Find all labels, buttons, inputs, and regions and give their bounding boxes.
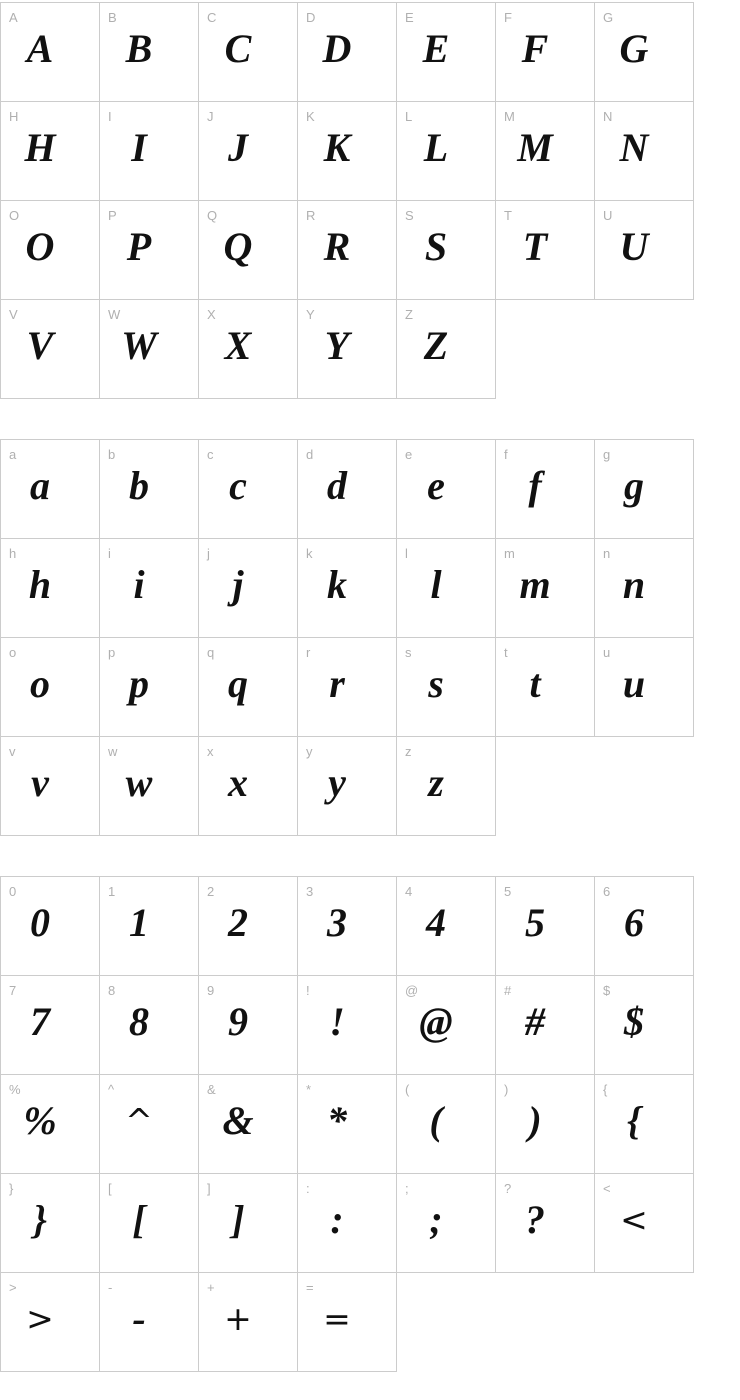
char-code-label: ) [504, 1082, 509, 1097]
char-code-label: n [603, 546, 611, 561]
char-cell [594, 439, 694, 539]
char-glyph: o [30, 661, 50, 706]
char-glyph: u [622, 661, 646, 706]
char-code-label: ] [207, 1181, 211, 1196]
charmap-row [0, 1074, 740, 1174]
char-glyph: Y [324, 323, 350, 368]
char-cell [99, 1272, 199, 1372]
char-code-label: % [9, 1082, 21, 1097]
char-cell [99, 200, 199, 300]
char-code-label: l [405, 546, 408, 561]
char-code-label: Y [306, 307, 315, 322]
char-code-label: { [603, 1082, 608, 1097]
char-glyph: y [328, 760, 346, 805]
char-glyph: O [25, 224, 55, 269]
charmap-row [0, 1173, 740, 1273]
char-cell [99, 1074, 199, 1174]
char-glyph: a [30, 463, 50, 508]
char-code-label: J [207, 109, 214, 124]
char-glyph: B [125, 26, 153, 71]
char-cell [594, 101, 694, 201]
char-glyph: ( [429, 1098, 443, 1143]
char-glyph: H [24, 125, 56, 170]
char-cell [198, 200, 298, 300]
char-cell [495, 1074, 595, 1174]
charmap-row [0, 1272, 740, 1372]
char-glyph: 7 [30, 999, 50, 1044]
char-cell [495, 200, 595, 300]
char-cell [0, 876, 100, 976]
char-code-label: m [504, 546, 515, 561]
charmap-row [0, 299, 740, 399]
char-code-label: 1 [108, 884, 116, 899]
char-cell [297, 975, 397, 1075]
char-glyph: A [26, 26, 54, 71]
char-code-label: y [306, 744, 313, 759]
char-glyph: ) [528, 1098, 542, 1143]
char-cell [396, 1074, 496, 1174]
char-code-label: < [603, 1181, 611, 1196]
char-cell [0, 2, 100, 102]
char-code-label: t [504, 645, 508, 660]
char-glyph: U [619, 224, 649, 269]
char-glyph: 0 [30, 900, 50, 945]
char-code-label: 2 [207, 884, 215, 899]
char-cell [0, 439, 100, 539]
char-cell [495, 101, 595, 201]
char-cell [594, 2, 694, 102]
char-cell [0, 200, 100, 300]
char-cell [396, 2, 496, 102]
char-glyph: * [327, 1098, 347, 1143]
char-code-label: a [9, 447, 17, 462]
char-code-label: : [306, 1181, 310, 1196]
char-glyph: t [529, 661, 541, 706]
char-glyph: $ [624, 999, 644, 1044]
char-code-label: ; [405, 1181, 409, 1196]
charmap-row [0, 538, 740, 638]
char-code-label: H [9, 109, 19, 124]
char-code-label: g [603, 447, 611, 462]
char-glyph: n [622, 562, 646, 607]
char-code-label: q [207, 645, 215, 660]
char-cell [99, 876, 199, 976]
char-code-label: R [306, 208, 316, 223]
char-code-label: O [9, 208, 20, 223]
char-glyph: & [222, 1098, 254, 1143]
char-glyph: d [327, 463, 347, 508]
char-glyph: c [229, 463, 247, 508]
char-cell [297, 299, 397, 399]
char-code-label: $ [603, 983, 611, 998]
char-glyph: = [323, 1299, 351, 1338]
char-cell [396, 200, 496, 300]
char-code-label: h [9, 546, 17, 561]
char-code-label: p [108, 645, 116, 660]
char-cell [99, 637, 199, 737]
char-cell [396, 876, 496, 976]
char-glyph: Q [223, 224, 253, 269]
char-cell [99, 538, 199, 638]
char-code-label: X [207, 307, 216, 322]
char-code-label: C [207, 10, 217, 25]
char-glyph: p [129, 661, 149, 706]
char-code-label: c [207, 447, 214, 462]
char-code-label: z [405, 744, 412, 759]
char-cell [396, 975, 496, 1075]
char-glyph: { [627, 1098, 641, 1143]
char-glyph: 5 [525, 900, 545, 945]
char-code-label: I [108, 109, 112, 124]
char-code-label: f [504, 447, 508, 462]
char-cell [198, 975, 298, 1075]
charmap-row [0, 736, 740, 836]
char-cell [297, 538, 397, 638]
char-cell [396, 299, 496, 399]
char-code-label: # [504, 983, 512, 998]
char-code-label: 0 [9, 884, 17, 899]
char-glyph: } [33, 1197, 47, 1242]
char-glyph: ^ [125, 1101, 153, 1140]
char-cell [99, 439, 199, 539]
char-glyph: @ [419, 999, 453, 1044]
char-glyph: 1 [129, 900, 149, 945]
char-glyph: V [26, 323, 54, 368]
char-glyph: k [327, 562, 347, 607]
char-cell [0, 736, 100, 836]
char-cell [198, 876, 298, 976]
charmap-row [0, 200, 740, 300]
char-glyph: l [430, 562, 442, 607]
char-glyph: v [31, 760, 49, 805]
char-cell [396, 1173, 496, 1273]
char-cell [495, 2, 595, 102]
char-cell [198, 439, 298, 539]
char-cell [297, 637, 397, 737]
char-code-label: * [306, 1082, 312, 1097]
char-glyph: f [528, 463, 542, 508]
char-cell [594, 876, 694, 976]
char-glyph: P [126, 224, 152, 269]
char-code-label: [ [108, 1181, 112, 1196]
char-cell [198, 299, 298, 399]
char-glyph: J [228, 125, 248, 170]
char-cell [594, 200, 694, 300]
char-cell [198, 736, 298, 836]
char-cell [0, 637, 100, 737]
char-code-label: o [9, 645, 17, 660]
char-glyph: W [121, 323, 157, 368]
char-cell [297, 2, 397, 102]
char-cell [297, 1173, 397, 1273]
char-glyph: > [26, 1299, 54, 1338]
char-cell [0, 538, 100, 638]
char-glyph: % [23, 1098, 57, 1143]
char-code-label: K [306, 109, 315, 124]
char-glyph: D [322, 26, 352, 71]
char-glyph: X [224, 323, 252, 368]
char-cell [495, 637, 595, 737]
char-cell [297, 101, 397, 201]
char-glyph: M [517, 125, 553, 170]
char-code-label: T [504, 208, 512, 223]
char-code-label: ^ [108, 1082, 115, 1097]
char-glyph: G [619, 26, 649, 71]
char-glyph: - [132, 1296, 146, 1341]
char-glyph: E [422, 26, 450, 71]
char-cell [495, 538, 595, 638]
char-cell [396, 736, 496, 836]
char-glyph: < [620, 1200, 648, 1239]
char-glyph: w [125, 760, 153, 805]
char-glyph: h [28, 562, 52, 607]
char-cell [99, 1173, 199, 1273]
char-code-label: E [405, 10, 414, 25]
char-glyph: e [427, 463, 445, 508]
char-cell [198, 101, 298, 201]
char-code-label: 7 [9, 983, 17, 998]
char-cell [594, 1173, 694, 1273]
char-cell [0, 1074, 100, 1174]
char-cell [594, 1074, 694, 1174]
char-cell [396, 439, 496, 539]
char-glyph: ] [231, 1197, 245, 1242]
char-cell [198, 1074, 298, 1174]
char-glyph: g [624, 463, 644, 508]
char-cell [198, 538, 298, 638]
char-code-label: r [306, 645, 311, 660]
charmap-row [0, 101, 740, 201]
char-glyph: ; [429, 1197, 443, 1242]
char-cell [495, 876, 595, 976]
char-glyph: s [428, 661, 444, 706]
char-glyph: F [521, 26, 549, 71]
char-code-label: W [108, 307, 121, 322]
char-code-label: & [207, 1082, 216, 1097]
char-cell [594, 975, 694, 1075]
char-code-label: e [405, 447, 413, 462]
char-code-label: 4 [405, 884, 413, 899]
char-cell [594, 538, 694, 638]
char-cell [198, 1272, 298, 1372]
charmap-row [0, 975, 740, 1075]
char-code-label: i [108, 546, 111, 561]
char-glyph: R [323, 224, 351, 269]
char-cell [297, 876, 397, 976]
char-code-label: d [306, 447, 314, 462]
char-code-label: F [504, 10, 512, 25]
char-cell [0, 101, 100, 201]
char-glyph: + [224, 1299, 252, 1338]
char-code-label: } [9, 1181, 14, 1196]
char-code-label: u [603, 645, 611, 660]
char-glyph: q [228, 661, 248, 706]
char-code-label: A [9, 10, 18, 25]
char-code-label: v [9, 744, 16, 759]
charmap-block-lowercase-letters [0, 439, 740, 836]
char-cell [396, 637, 496, 737]
char-code-label: + [207, 1280, 215, 1295]
char-glyph: z [428, 760, 444, 805]
char-code-label: G [603, 10, 614, 25]
charmap-row [0, 637, 740, 737]
char-code-label: 5 [504, 884, 512, 899]
charmap-block-uppercase-letters [0, 2, 740, 399]
char-code-label: > [9, 1280, 17, 1295]
char-code-label: j [207, 546, 210, 561]
char-code-label: b [108, 447, 116, 462]
char-glyph: 9 [228, 999, 248, 1044]
char-cell [297, 1272, 397, 1372]
char-cell [594, 637, 694, 737]
char-cell [297, 200, 397, 300]
char-glyph: i [133, 562, 145, 607]
char-code-label: @ [405, 983, 419, 998]
char-cell [0, 1173, 100, 1273]
char-cell [99, 101, 199, 201]
char-code-label: Z [405, 307, 413, 322]
char-glyph: 4 [426, 900, 446, 945]
char-glyph: C [224, 26, 252, 71]
char-code-label: P [108, 208, 117, 223]
char-code-label: ( [405, 1082, 410, 1097]
char-glyph: [ [132, 1197, 146, 1242]
char-code-label: k [306, 546, 313, 561]
char-glyph: K [323, 125, 351, 170]
char-glyph: ? [525, 1197, 545, 1242]
char-cell [198, 1173, 298, 1273]
char-glyph: Z [423, 323, 449, 368]
char-code-label: 8 [108, 983, 116, 998]
char-code-label: - [108, 1280, 113, 1295]
char-cell [495, 1173, 595, 1273]
char-code-label: ! [306, 983, 310, 998]
char-glyph: x [228, 760, 248, 805]
char-cell [297, 439, 397, 539]
char-glyph: 8 [129, 999, 149, 1044]
char-code-label: D [306, 10, 316, 25]
char-code-label: = [306, 1280, 314, 1295]
char-glyph: r [329, 661, 345, 706]
char-cell [495, 439, 595, 539]
char-code-label: 9 [207, 983, 215, 998]
char-glyph: ! [329, 999, 345, 1044]
char-cell [297, 736, 397, 836]
char-glyph: j [232, 562, 244, 607]
char-glyph: 6 [624, 900, 644, 945]
char-cell [0, 1272, 100, 1372]
char-code-label: w [108, 744, 118, 759]
char-glyph: L [423, 125, 449, 170]
char-cell [198, 2, 298, 102]
char-code-label: V [9, 307, 18, 322]
char-glyph: m [519, 562, 551, 607]
char-glyph: T [522, 224, 548, 269]
char-code-label: Q [207, 208, 218, 223]
char-code-label: L [405, 109, 413, 124]
char-code-label: s [405, 645, 412, 660]
char-cell [99, 299, 199, 399]
char-glyph: N [619, 125, 649, 170]
char-glyph: # [525, 999, 545, 1044]
char-cell [396, 101, 496, 201]
char-code-label: x [207, 744, 214, 759]
char-code-label: M [504, 109, 515, 124]
char-glyph: b [129, 463, 149, 508]
char-code-label: ? [504, 1181, 512, 1196]
char-code-label: U [603, 208, 613, 223]
char-code-label: N [603, 109, 613, 124]
char-code-label: B [108, 10, 117, 25]
char-code-label: 3 [306, 884, 314, 899]
char-glyph: 2 [228, 900, 248, 945]
char-code-label: 6 [603, 884, 611, 899]
charmap-row [0, 876, 740, 976]
char-cell [0, 975, 100, 1075]
charmap-block-digits-and-symbols [0, 876, 740, 1372]
char-cell [495, 975, 595, 1075]
char-cell [99, 975, 199, 1075]
char-cell [396, 538, 496, 638]
char-glyph: I [131, 125, 147, 170]
charmap-row [0, 439, 740, 539]
char-glyph: S [424, 224, 448, 269]
char-glyph: 3 [327, 900, 347, 945]
char-cell [99, 736, 199, 836]
char-code-label: S [405, 208, 414, 223]
charmap-row [0, 2, 740, 102]
char-cell [198, 637, 298, 737]
char-cell [297, 1074, 397, 1174]
char-cell [99, 2, 199, 102]
char-cell [0, 299, 100, 399]
char-glyph: : [330, 1197, 344, 1242]
